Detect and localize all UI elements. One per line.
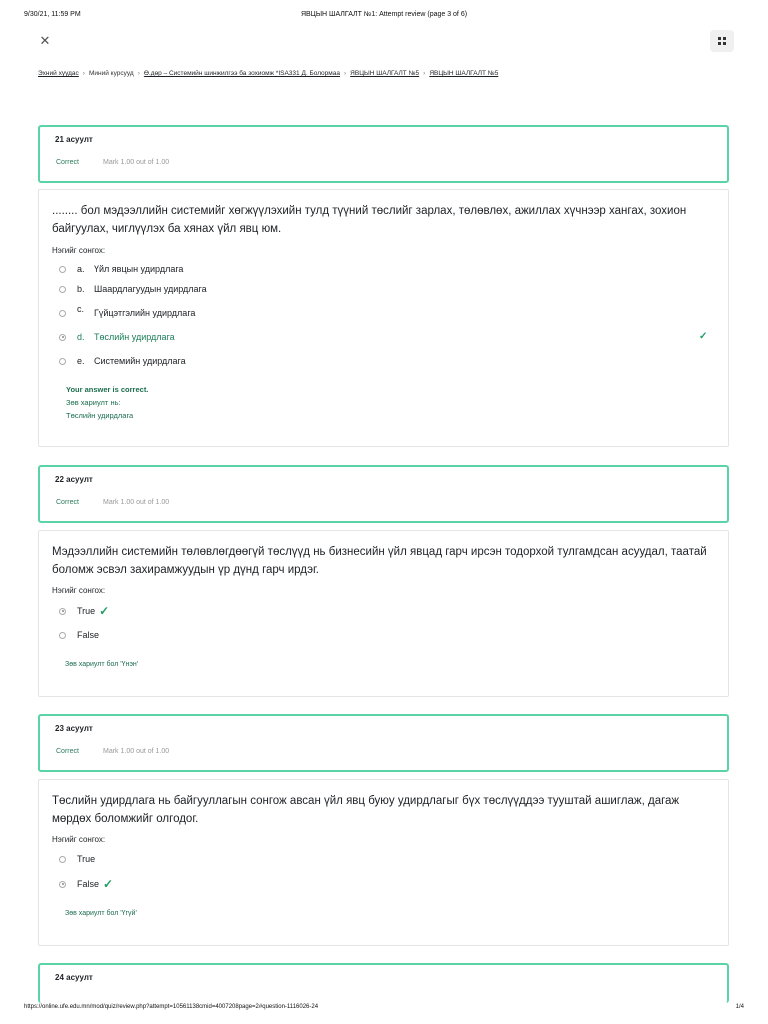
option-text: True (77, 854, 96, 864)
question-content-21 (38, 189, 729, 447)
breadcrumb-course[interactable]: Ө.дөр – Системийн шинжилгээ ба зохиомж *ISA331 Д. Болормаа (143, 70, 340, 77)
breadcrumb-section[interactable]: ЯВЦЫН ШАЛГАЛТ №5 (350, 70, 420, 77)
question-info-24 (38, 963, 729, 1003)
feedback (66, 383, 148, 422)
feedback-answer: Төслийн удирдлага (66, 411, 134, 420)
breadcrumb-home[interactable]: Эхний хуудас (38, 70, 79, 77)
answer-option-true[interactable] (59, 604, 109, 618)
answer-prompt: Нэгийг сонгох: (52, 246, 106, 255)
check-icon: ✓ (103, 877, 114, 891)
feedback-correct: Your answer is correct. (66, 385, 149, 394)
answer-option-a[interactable] (59, 262, 183, 276)
question-number: 24 асуулт (55, 973, 93, 982)
question-number: 22 асуулт (55, 475, 93, 484)
radio-icon[interactable] (59, 334, 66, 341)
radio-icon[interactable] (59, 286, 66, 293)
question-mark: Mark 1.00 out of 1.00 (103, 159, 170, 166)
answer-option-false[interactable] (59, 877, 113, 891)
radio-icon[interactable] (59, 608, 66, 615)
footer-url: https://online.ufe.edu.mn/mod/quiz/review.php?attempt=10561138cmid=4007208page=2#question-1116026-24 (24, 1004, 319, 1010)
question-number: 23 асуулт (55, 724, 93, 733)
answer-prompt: Нэгийг сонгох: (52, 586, 106, 595)
feedback: Зөв хариулт бол 'Үгүй' (65, 910, 137, 917)
radio-icon[interactable] (59, 856, 66, 863)
option-letter: a. (77, 264, 85, 274)
grid-icon[interactable] (710, 30, 734, 52)
question-mark: Mark 1.00 out of 1.00 (103, 499, 170, 506)
question-text: Төслийн удирдлага нь байгууллагын сонгож авсан үйл явц буюу удирдлагыг бүх төслүүддээ тууштай ашиглаж, дагаж мөрдөх боломжийг олгодог. (52, 795, 680, 825)
question-state: Correct (56, 748, 79, 755)
answer-option-false[interactable] (59, 628, 99, 642)
footer-page: 1/4 (735, 1004, 744, 1010)
option-letter: b. (77, 284, 85, 294)
question-text: Мэдээллийн системийн төлөвлөгдөөгүй төслүүд нь бизнесийн үйл явцад гарч ирсэн тодорхой тулгамдсан асуудал, таатай боломж эсвэл захирамжуудын үр дүнд гарч ирдэг. (52, 546, 707, 576)
option-letter: c. (77, 304, 85, 314)
check-icon: ✓ (99, 604, 110, 618)
question-text: ........ бол мэдээллийн системийг хөгжүүлэхийн тулд түүний төслийг зарлах, төлөвлөх, ажиллах хүчнээр хангах, зохион байгуулах, чиглүүлэх ба хянах үйл явц юм. (52, 205, 687, 235)
radio-icon[interactable] (59, 632, 66, 639)
print-title: ЯВЦЫН ШАЛГАЛТ №1: Attempt review (page 3 of 6) (300, 11, 468, 18)
question-content-23 (38, 779, 729, 946)
question-info-21 (38, 125, 729, 183)
question-state: Correct (56, 159, 79, 166)
option-text: False (77, 879, 100, 889)
close-icon[interactable]: ✕ (39, 33, 51, 48)
answer-option-e[interactable] (59, 354, 186, 368)
question-mark: Mark 1.00 out of 1.00 (103, 748, 170, 755)
answer-option-b[interactable] (59, 282, 207, 296)
option-text: Төслийн удирдлага (94, 332, 175, 342)
print-footer (24, 1004, 744, 1010)
option-text: Шаардлагуудын удирдлага (94, 284, 207, 294)
breadcrumb-quiz[interactable]: ЯВЦЫН ШАЛГАЛТ №5 (429, 70, 499, 77)
option-text: Системийн удирдлага (94, 356, 186, 366)
option-text: False (77, 630, 100, 640)
check-icon: ✓ (699, 331, 708, 342)
feedback: Зөв хариулт бол 'Үнэн' (65, 661, 139, 668)
option-letter: d. (77, 332, 85, 342)
print-date: 9/30/21, 11:59 PM (24, 11, 81, 18)
option-text: Гүйцэтгэлийн удирдлага (94, 308, 196, 318)
answer-option-c[interactable] (59, 306, 195, 320)
radio-icon[interactable] (59, 358, 66, 365)
option-text: Үйл явцын удирдлага (94, 264, 184, 274)
question-state: Correct (56, 499, 79, 506)
question-info-22 (38, 465, 729, 523)
radio-icon[interactable] (59, 266, 66, 273)
breadcrumb-my-courses[interactable]: Миний курсууд (88, 70, 134, 77)
option-text: True (77, 606, 96, 616)
question-number: 21 асуулт (55, 135, 93, 144)
print-header (24, 11, 744, 23)
radio-icon[interactable] (59, 881, 66, 888)
question-content-22 (38, 530, 729, 697)
answer-option-true[interactable] (59, 852, 95, 866)
radio-icon[interactable] (59, 310, 66, 317)
answer-option-d[interactable] (59, 330, 175, 344)
option-letter: e. (77, 356, 85, 366)
feedback-label: Зөв хариулт нь: (66, 398, 121, 407)
answer-prompt: Нэгийг сонгох: (52, 835, 106, 844)
breadcrumb: Эхний хуудас › Миний курсууд › Ө.дөр – Системийн шинжилгээ ба зохиомж *ISA331 Д. Болормаа › ЯВЦЫН ШАЛГАЛТ №5 › ЯВЦЫН ШАЛГАЛТ №5 (38, 70, 499, 77)
question-info-23 (38, 714, 729, 772)
